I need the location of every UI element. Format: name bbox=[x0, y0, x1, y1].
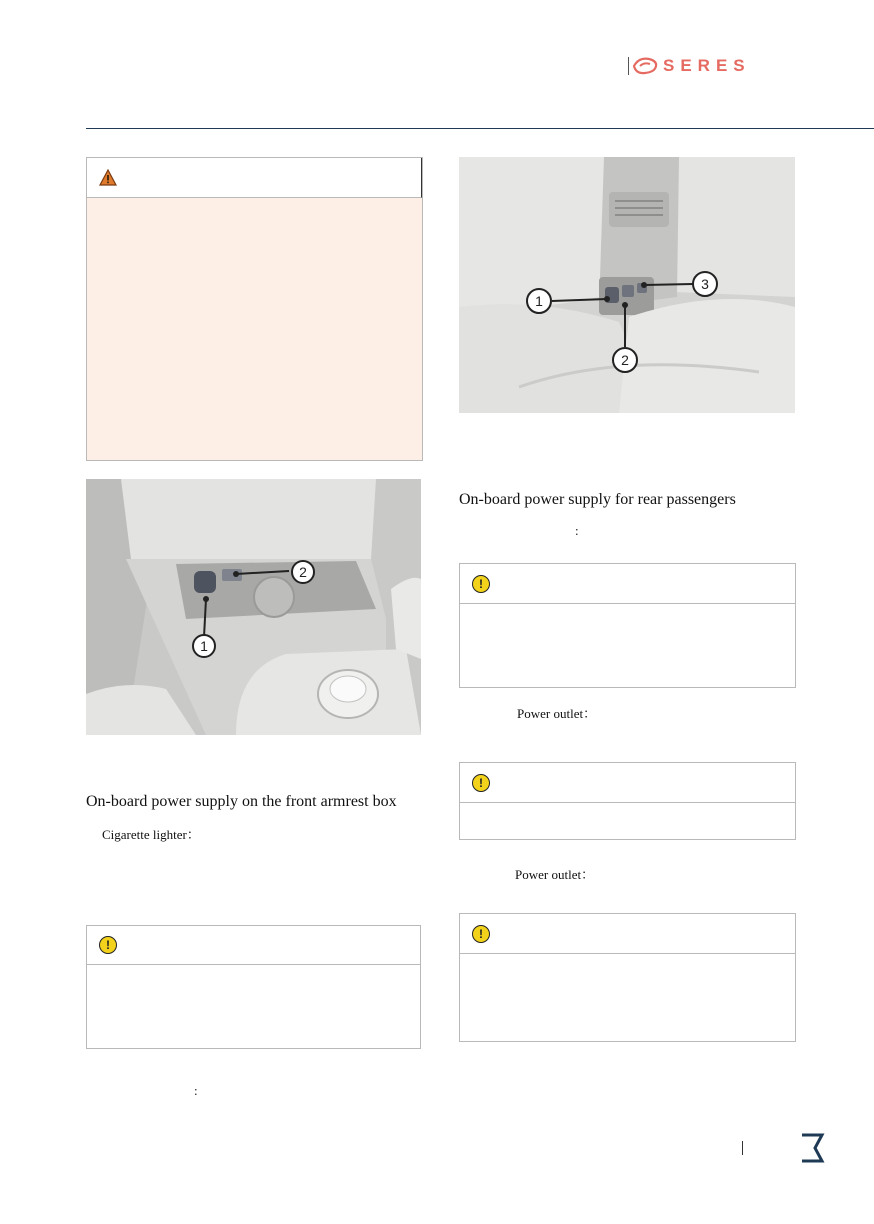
rear-notice-1-header bbox=[460, 564, 795, 604]
rear-notice-box-3 bbox=[459, 913, 796, 1042]
front-callout-2 bbox=[292, 561, 314, 583]
rear-trailing-colon: : bbox=[575, 523, 579, 538]
seres-logo-icon bbox=[631, 56, 659, 76]
front-callout-1 bbox=[193, 635, 215, 657]
svg-text:2: 2 bbox=[621, 352, 629, 368]
svg-text:1: 1 bbox=[200, 638, 208, 654]
warning-triangle-icon bbox=[99, 169, 117, 186]
exclamation-circle-icon: ! bbox=[99, 936, 117, 954]
rear-passengers-heading: On-board power supply for rear passengers bbox=[459, 491, 736, 508]
warning-box-header bbox=[87, 158, 422, 198]
front-armrest-photo bbox=[86, 479, 421, 735]
rear-notice-3-header bbox=[460, 914, 795, 954]
brand-logo bbox=[628, 54, 798, 78]
footer-divider bbox=[742, 1141, 743, 1155]
rear-callout-2 bbox=[613, 348, 637, 372]
rear-outlets-photo bbox=[459, 157, 795, 413]
rear-notice-2-header bbox=[460, 763, 795, 803]
svg-text:2: 2 bbox=[299, 564, 307, 580]
front-notice-box bbox=[86, 925, 421, 1049]
page-corner-icon bbox=[800, 1132, 826, 1164]
exclamation-circle-icon: ! bbox=[472, 925, 490, 943]
power-outlet-label-2: Power outlet： bbox=[515, 867, 595, 882]
brand-logo-text: SERES bbox=[663, 56, 751, 75]
rear-notice-box-1 bbox=[459, 563, 796, 688]
warning-box bbox=[86, 157, 423, 461]
rear-notice-box-2 bbox=[459, 762, 796, 840]
logo-divider bbox=[628, 57, 629, 75]
svg-text:1: 1 bbox=[535, 293, 543, 309]
power-outlet-label-1: Power outlet： bbox=[517, 706, 597, 721]
cigarette-lighter-label: Cigarette lighter： bbox=[102, 827, 200, 842]
front-notice-header bbox=[87, 926, 420, 965]
front-armrest-heading: On-board power supply on the front armrest box bbox=[86, 793, 397, 810]
exclamation-circle-icon: ! bbox=[472, 774, 490, 792]
warning-box-body bbox=[87, 198, 422, 460]
rear-callout-1 bbox=[527, 289, 551, 313]
exclamation-circle-icon: ! bbox=[472, 575, 490, 593]
rear-callout-3 bbox=[693, 272, 717, 296]
svg-text:3: 3 bbox=[701, 276, 709, 292]
header-rule bbox=[86, 128, 874, 129]
front-trailing-colon: : bbox=[194, 1083, 198, 1098]
